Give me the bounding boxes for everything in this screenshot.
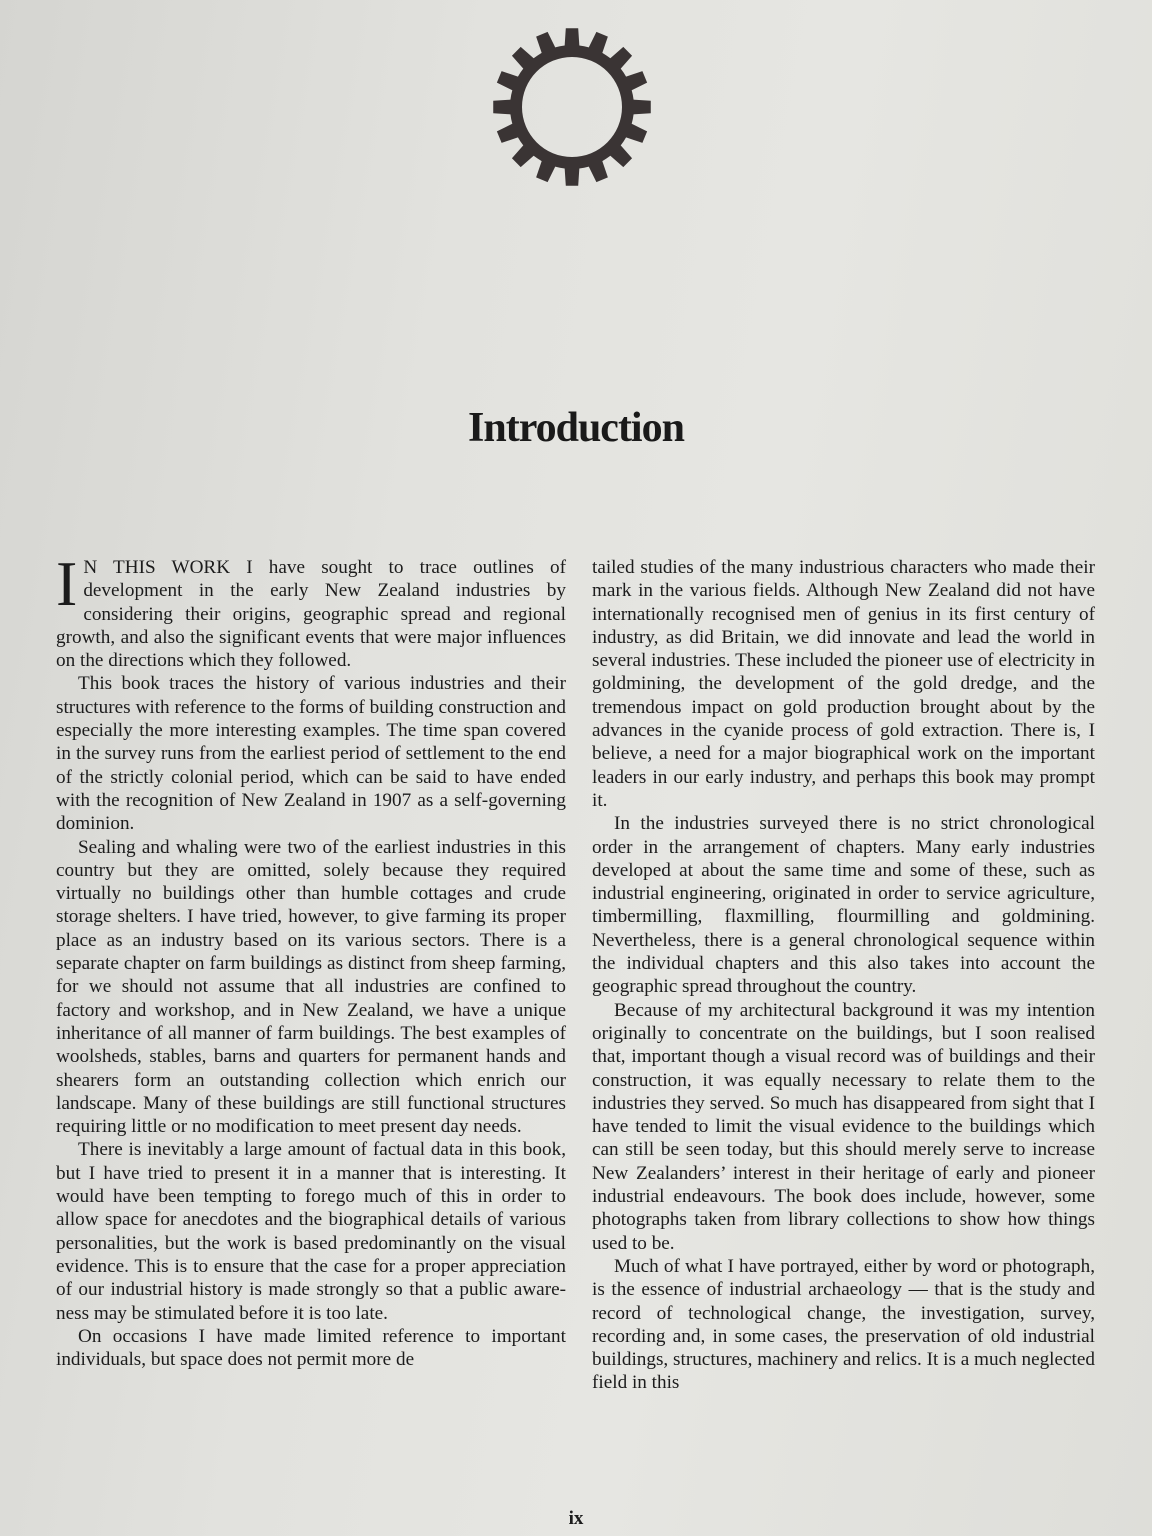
left-column	[56, 548, 566, 1371]
paragraph-6: In the industries surveyed there is no strict chronological order in the arrangement of chapters. Many early industries developed at about the same time and some of these, such as industrial engineering, originated in order to service agriculture, timbermilling, flaxmilling, flourmilling and goldmining. Nevertheless, there is a general chronological sequence within the individual chapters and this also takes into account the geographic spread throughout the country.	[592, 813, 1095, 998]
paragraph-3: Sealing and whaling were two of the earliest industries in this country but they are omitted, solely because they required virtually no buildings other than humble cottages and crude storage shelters. I have tried, however, to give farming its proper place as an industry based on its various sectors. There is a separate chapter on farm buildings as distinct from sheep farming, for we should not assume that all industries are confined to factory and workshop, and in New Zealand, we have a unique inheritance of all manner of farm buildings. The best examples of woolsheds, stables, barns and quarters for permanent hands and shearers form an outstanding collection which enrich our landscape. Many of these buildings are still functional structures requiring little or no modification to meet present day needs.	[56, 836, 566, 1138]
paragraph-8: Much of what I have portrayed, either by word or photograph, is the essence of industrial archaeology — that is the study and record of technological change, the investigation, survey, recording and, in some cases, the preservation of old industrial buildings, structures, machinery and relics. It is a much neglected field in this	[592, 1255, 1095, 1394]
gear-shape	[493, 28, 651, 186]
gear-icon	[491, 26, 653, 188]
drop-cap: I	[56, 548, 78, 619]
lead-in-text: N THIS WORK	[83, 557, 231, 578]
paragraph-5: On occasions I have made limited reference to important individuals, but space does not permit more de	[56, 1325, 566, 1371]
paragraph-4: There is inevitably a large amount of factual data in this book, but I have tried to present it in a manner that is interesting. It would have been tempting to forego much of this in order to allow space for anecdotes and the biographical details of various personalities, but the work is based predominantly on the visual evidence. This is to ensure that the case for a proper appreciation of our industrial history is made strongly so that a public awareness may be stimulated before it is too late.	[56, 1139, 566, 1324]
paragraph-1	[56, 548, 566, 672]
paragraph-5-continued: tailed studies of the many industrious characters who made their mark in the various fields. Although New Zealand did not have internationally recognised men of genius in its first century of industry, as did Britain, we did innovate and lead the world in several industries. These included the pioneer use of electricity in goldmining, the development of the gold dredge, and the tremendous impact on gold production brought about by the advances in the cyanide process of gold extraction. There is, I believe, a need for a major biographical work on the important leaders in our early industry, and perhaps this book may prompt it.	[592, 557, 1095, 811]
right-column	[592, 556, 1095, 1395]
paragraph-1-text: I have sought to trace outlines of development in the early New Zealand industries by considering their origins, geographic spread and regional growth, and also the significant events that were major influences on the directions which they followed.	[56, 557, 566, 672]
page-number: ix	[568, 1508, 584, 1529]
paragraph-2: This book traces the history of various industries and their structures with reference to the forms of building construction and especially the more interesting examples. The time span covered in the survey runs from the earliest period of settlement to the end of the strictly colonial period, which can be said to have ended with the recognition of New Zealand in 1907 as a self-governing dominion.	[56, 673, 566, 835]
paragraph-7: Because of my architectural background it was my intention originally to concentrate on the buildings, but I soon realised that, important though a visual record was of buildings and their construction, it was equally necessary to relate them to the industries they served. So much has disappeared from sight that I have tended to limit the visual evidence to the buildings which can still be seen today, but this should merely serve to increase New Zealanders’ interest in their heritage of early and pioneer industrial endeavours. The book does include, however, some photographs taken from library collections to show how things used to be.	[592, 999, 1095, 1254]
page-title: Introduction	[468, 405, 684, 451]
